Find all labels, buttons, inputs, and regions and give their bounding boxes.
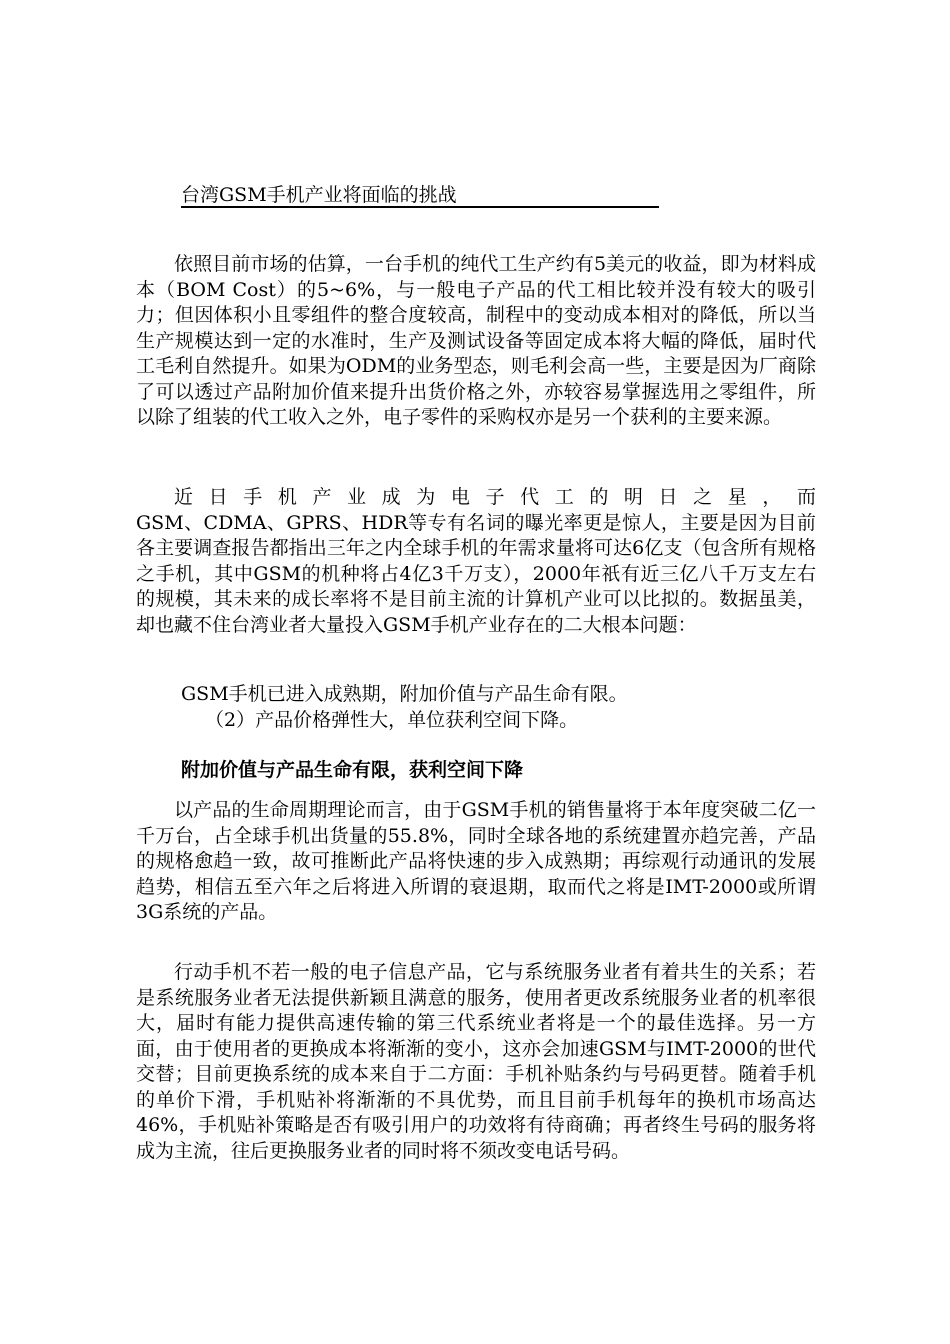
document-title: 台湾GSM手机产业将面临的挑战 bbox=[181, 184, 457, 206]
paragraph-service-providers: 行动手机不若一般的电子信息产品，它与系统服务业者有着共生的关系；若是系统服务业者无法提供新颖且满意的服务，使用者更改系统服务业者的机率很大，届时有能力提供高速传输的第三代系统业者将是一个的最佳选择。另一方面，由于使用者的更换成本将渐渐的变小，这亦会加速GSM与IMT-2000的世代交替；目前更换系统的成本来自于二方面：手机补贴条约与号码更替。随着手机的单价下滑，手机贴补将渐渐的不具优势，而且目前手机每年的换机市场高达46%，手机贴补策略是否有吸引用户的功效将有待商确；再者终生号码的服务将成为主流，往后更换服务业者的同时将不须改变电话号码。 bbox=[136, 961, 816, 1162]
list-item: （2）产品价格弹性大，单位获利空间下降。 bbox=[205, 709, 579, 731]
paragraph-life-cycle: 以产品的生命周期理论而言，由于GSM手机的销售量将于本年度突破二亿一千万台，占全球手机出货量的55.8%，同时全球各地的系统建置亦趋完善，产品的规格愈趋一致，故可推断此产品将快速的步入成熟期；再综观行动通讯的发展趋势，相信五至六年之后将进入所谓的衰退期，取而代之将是IMT-2000或所谓3G系统的产品。 bbox=[136, 799, 816, 923]
paragraph-market-outlook-first-line: 近日手机产业成为电子代工的明日之星，而 bbox=[174, 486, 816, 508]
title-underline bbox=[181, 206, 659, 208]
paragraph-market-outlook-body: GSM、CDMA、GPRS、HDR等专有名词的曝光率更是惊人，主要是因为目前各主要调查报告都指出三年之内全球手机的年需求量将可达6亿支（包含所有规格之手机，其中GSM的机种将占4亿3千万支），2000年祇有近三亿八千万支左右的规模，其未来的成长率将不是目前主流的计算机产业可以比拟的。数据虽美，却也藏不住台湾业者大量投入GSM手机产业存在的二大根本问题： bbox=[136, 511, 816, 636]
paragraph-oem-profit: 依照目前市场的估算，一台手机的纯代工生产约有5美元的收益，即为材料成本（BOM Cost）的5~6%，与一般电子产品的代工相比较并没有较大的吸引力；但因体积小且零组件的整合度较高，制程中的变动成本相对的降低，所以当生产规模达到一定的水准时，生产及测试设备等固定成本将大幅的降低，届时代工毛利自然提升。如果为ODM的业务型态，则毛利会高一些，主要是因为厂商除了可以透过产品附加价值来提升出货价格之外，亦较容易掌握选用之零组件，所以除了组装的代工收入之外，电子零件的采购权亦是另一个获利的主要来源。 bbox=[136, 253, 816, 428]
paragraph-market-outlook bbox=[136, 485, 816, 638]
section-heading: 附加价值与产品生命有限，获利空间下降 bbox=[181, 759, 524, 781]
list-item: GSM手机已进入成熟期，附加价值与产品生命有限。 bbox=[181, 683, 628, 705]
